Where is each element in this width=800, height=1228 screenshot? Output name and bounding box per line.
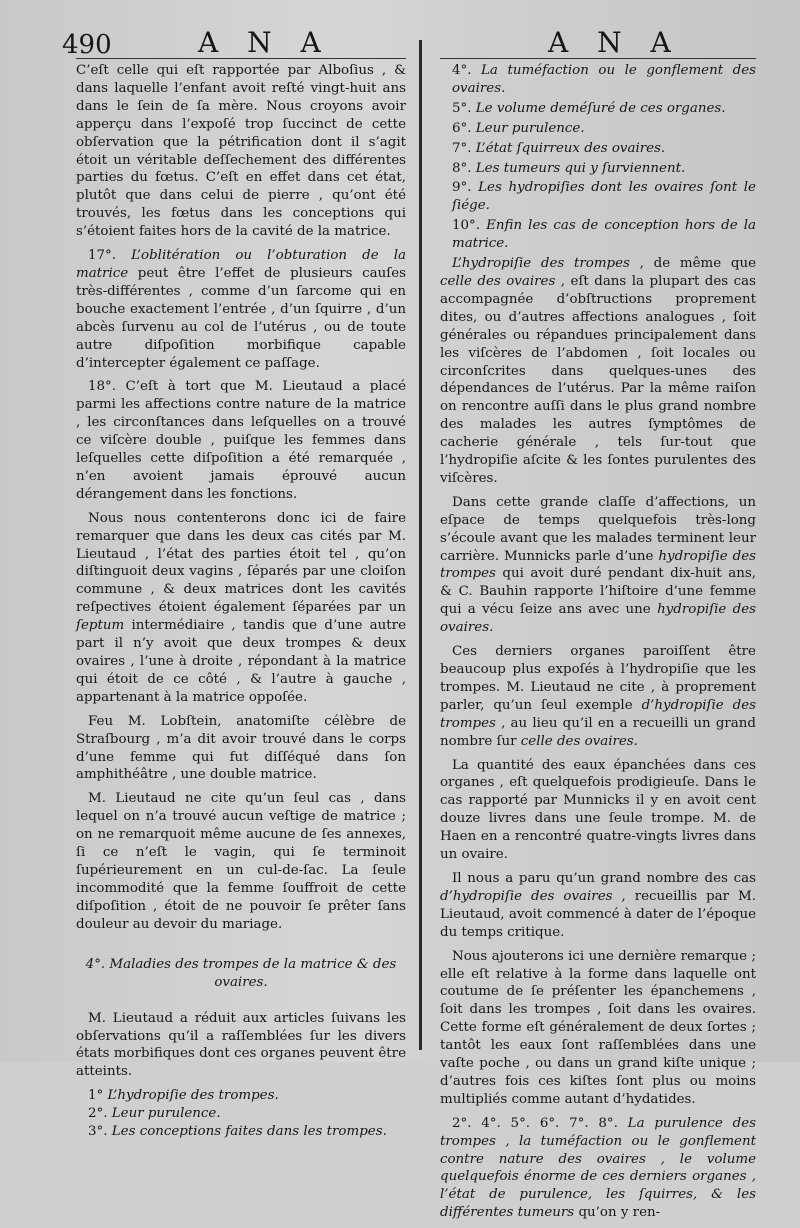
paragraph-double-uterus: 18°. C’eſt à tort que M. Lieutaud a placé parmi les affections contre nature de la matrice , les circonſtances dans leſquelles on a trouvé ce viſcère double , puiſque les femmes dans leſquelles cette diſpoſition a été remarquée , n’en avoient jamais éprouvé aucun dérangement dans les fonctions. xyxy=(76,379,406,502)
right-column xyxy=(440,62,756,1228)
list-text: Leur purulence. xyxy=(475,120,585,136)
italic-term: hydropiſie des ovaires. xyxy=(440,602,756,636)
left-column xyxy=(76,62,406,1141)
list-number: 9°. xyxy=(452,180,472,196)
paragraph-critical-time xyxy=(440,870,756,942)
list-number: 4°. xyxy=(452,63,472,78)
paragraph-text: Ces derniers organes paroiſſent être beaucoup plus expoſés à l’hydropiſie que les trompes. M. Lieutaud ne cite , à proprement parler, qu’un ſeul exemple xyxy=(440,644,756,713)
italic-term: La purulence des trompes , la tuméfaction ou le gonflement contre nature des ovaires , le volume quelquefois énorme de ces derniers organes , l’état de purulence, les ſquirres, & les différentes tumeurs xyxy=(440,1115,756,1221)
paragraph-text: Nous nous contenterons donc ici de faire remarquer que dans les deux cas cités par M. Lieutaud , l’état des parties étoit tel , qu’on diſtinguoit deux vagins , ſéparés par une cloiſon commune , & deux matrices dont les cavités reſpectives étoient également ſéparées par un xyxy=(76,510,406,616)
paragraph-hydropsy-tubes xyxy=(440,255,756,488)
paragraph-remark: Nous ajouterons ici une dernière remarque ; elle eſt relative à la forme dans laquelle ont coutume de ſe préſenter les épanchemens , ſoit dans les trompes , ſoit dans les ovaires. Cette forme eſt généralement de deux ſortes ; tantôt les eaux ſont raſſemblées dans une vaſte poche , ou dans un grand kiſte unique ; d’autres fois ces kiſtes ſont plus ou moins multipliés comme autant d’hydatides. xyxy=(440,948,756,1107)
list-text: Le volume deméſuré de ces organes. xyxy=(475,100,726,116)
list-number: 8°. xyxy=(452,160,472,176)
list-text: Les conceptions faites dans les trompes. xyxy=(111,1124,387,1140)
list-item xyxy=(88,1123,406,1141)
paragraph-text: , au lieu qu’il en a recueilli un grand nombre ſur xyxy=(440,715,756,749)
item-number: 2°. 4°. 5°. 6°. 7°. 8°. xyxy=(452,1115,618,1131)
list-text: Les hydropiſies dont les ovaires ſont le ſiége. xyxy=(452,180,756,214)
paragraph-text: intermédiaire , tandis que d’une autre part il n’y avoit que deux trompes & deux ovaires , l’une à droite , répondant à la matrice qui étoit de ce côté , & l’autre à gauche , appartenant à la matrice oppoſée. xyxy=(76,618,406,705)
paragraph-text: , recueillis par M. Lieutaud, avoit commencé à dater de l’époque du temps critique. xyxy=(440,888,756,940)
italic-term: celle des ovaires xyxy=(440,273,556,289)
list-text: Leur purulence. xyxy=(111,1106,221,1122)
list-number: 1° xyxy=(88,1088,104,1104)
paragraph-text: , eſt dans la plupart des cas accompagnée d’obſtructions proprement dites, ou d’autres affections analogues , ſoit générales ou répandues principalement dans les viſcères de l’abdomen , ſoit locales ou circonſcrites dans quelques-unes des dépendances de l’utérus. Par la même raiſon on rencontre auſſi dans le plus grand nombre des malades les autres ſymptômes de cacherie générale , tels ſur-tout que l’hydropiſie aſcite & les ſontes purulentes des viſcères. xyxy=(440,273,756,486)
paragraph-text: qu’on y ren- xyxy=(578,1205,661,1221)
column-divider xyxy=(419,40,422,1050)
paragraph-exposure xyxy=(440,643,756,750)
italic-term: ſeptum xyxy=(76,618,125,634)
paragraph-duration xyxy=(440,494,756,637)
paragraph-single-case: M. Lieutaud ne cite qu’un ſeul cas , dans lequel on n’a trouvé aucun veſtige de matrice ; on ne remarquoit même aucune de ſes annexes, ſi ce n’eſt le vagin, qui ſe terminoit ſupérieurement en un cul-de-ſac. La ſeule incommodité que la femme ſouffroit de cette diſpoſition , étoit de ne pouvoir ſe prêter ſans douleur au devoir du mariage. xyxy=(76,791,406,932)
paragraph-text: Il nous a paru qu’un grand nombre des cas xyxy=(452,870,756,886)
italic-term: celle des ovaires. xyxy=(520,733,638,749)
paragraph-lobstein: Feu M. Lobſtein, anatomiſte célèbre de Straſbourg , m’a dit avoir trouvé dans le corps d’une femme qui fut diſſéqué dans ſon amphithéâtre , une double matrice. xyxy=(76,713,406,783)
paragraph-two-cases xyxy=(76,510,406,707)
paragraph-articles: M. Lieutaud a réduit aux articles ſuivans les obſervations qu’il a raſſemblées ſur les divers états morbifiques dont ces organes peuvent être atteints. xyxy=(76,1010,406,1080)
italic-term: d’hydropiſie des trompes xyxy=(440,697,756,731)
italic-term: L’hydropiſie des trompes xyxy=(452,256,630,272)
list-item xyxy=(452,140,756,158)
list-number: 2°. xyxy=(88,1106,108,1122)
section-heading: 4°. Maladies des trompes de la matrice & des ovaires. xyxy=(85,956,397,990)
running-head-right: A N A xyxy=(548,26,681,59)
list-item xyxy=(452,120,756,138)
list-item xyxy=(452,100,756,118)
italic-term: L’oblitération ou l’obturation de la matrice xyxy=(76,248,406,281)
item-number: 17°. xyxy=(88,248,116,264)
paragraph-text: , de même que xyxy=(639,256,756,272)
list-text: Les tumeurs qui y ſurviennent. xyxy=(475,160,686,176)
paragraph-quantity: La quantité des eaux épanchées dans ces organes , eſt quelquefois prodigieuſe. Dans le cas rapporté par Munnicks il y en avoit cent douze livres dans une ſeule trompe. M. de Haen en a rencontré quatre-vingts livres dans un ovaire. xyxy=(440,757,756,863)
list-item xyxy=(452,217,756,253)
list-text: Enfin les cas de conception hors de la matrice. xyxy=(452,218,756,252)
italic-term: d’hydropiſie des ovaires xyxy=(440,888,613,904)
header-rule-right xyxy=(440,58,756,59)
paragraph-text: peut être l’effet de plusieurs cauſes très-différentes , comme d’un ſarcome qui en bouche exactement l’entrée , d’un ſquirre , d’un abcès ſurvenu au col de l’utérus , ou de toute autre diſpoſition morbifique capable d’intercepter également ce paſſage. xyxy=(76,265,406,371)
list-item xyxy=(88,1105,406,1123)
list-item xyxy=(452,179,756,215)
paragraph-fetus: C’eſt celle qui eſt rapportée par Alboſius , & dans laquelle l’enfant avoit reſté vingt-huit ans dans le ſein de ſa mère. Nous croyons avoir apperçu dans l’expoſé trop ſuccinct de cette obſervation que la pétrification dont il s’agit étoit un véritable deſſechement des différentes parties du fœtus. C’eſt en effet dans cet état, plutôt que dans celui de pierre , qu’ont été trouvés, les fœtus dans les conceptions qui s’étoient faites hors de la cavité de la matrice. xyxy=(76,63,406,240)
article-list-continued xyxy=(440,62,756,253)
list-number: 7°. xyxy=(452,140,472,156)
paragraph-text: qui avoit duré pendant dix-huit ans, & C. Bauhin rapporte l’hiſtoire d’une femme qui a vécu ſeize ans avec une xyxy=(440,566,756,618)
italic-term: hydropiſie des trompes xyxy=(440,548,756,582)
paragraph-obliteration xyxy=(76,247,406,372)
list-number: 3°. xyxy=(88,1124,108,1140)
list-text: L’état ſquirreux des ovaires. xyxy=(475,140,666,156)
paragraph-text: Dans cette grande claſſe d’affections, un eſpace de temps quelquefois très-long s’écoule avant que les malades terminent leur carrière. Munnicks parle d’une xyxy=(440,494,756,564)
list-item xyxy=(88,1087,406,1105)
article-list xyxy=(76,1087,406,1141)
list-item xyxy=(452,62,756,98)
page-number: 490 xyxy=(62,30,112,60)
running-head-left: A N A xyxy=(198,26,331,59)
list-number: 6°. xyxy=(452,120,472,136)
list-number: 5°. xyxy=(452,100,472,116)
list-text: L’hydropiſie des trompes. xyxy=(107,1088,279,1104)
paragraph-purulence xyxy=(440,1115,756,1222)
list-number: 10°. xyxy=(452,218,480,234)
list-text: La tuméfaction ou le gonflement des ovaires. xyxy=(452,63,757,96)
header-rule-left xyxy=(76,58,406,59)
list-item xyxy=(452,160,756,178)
